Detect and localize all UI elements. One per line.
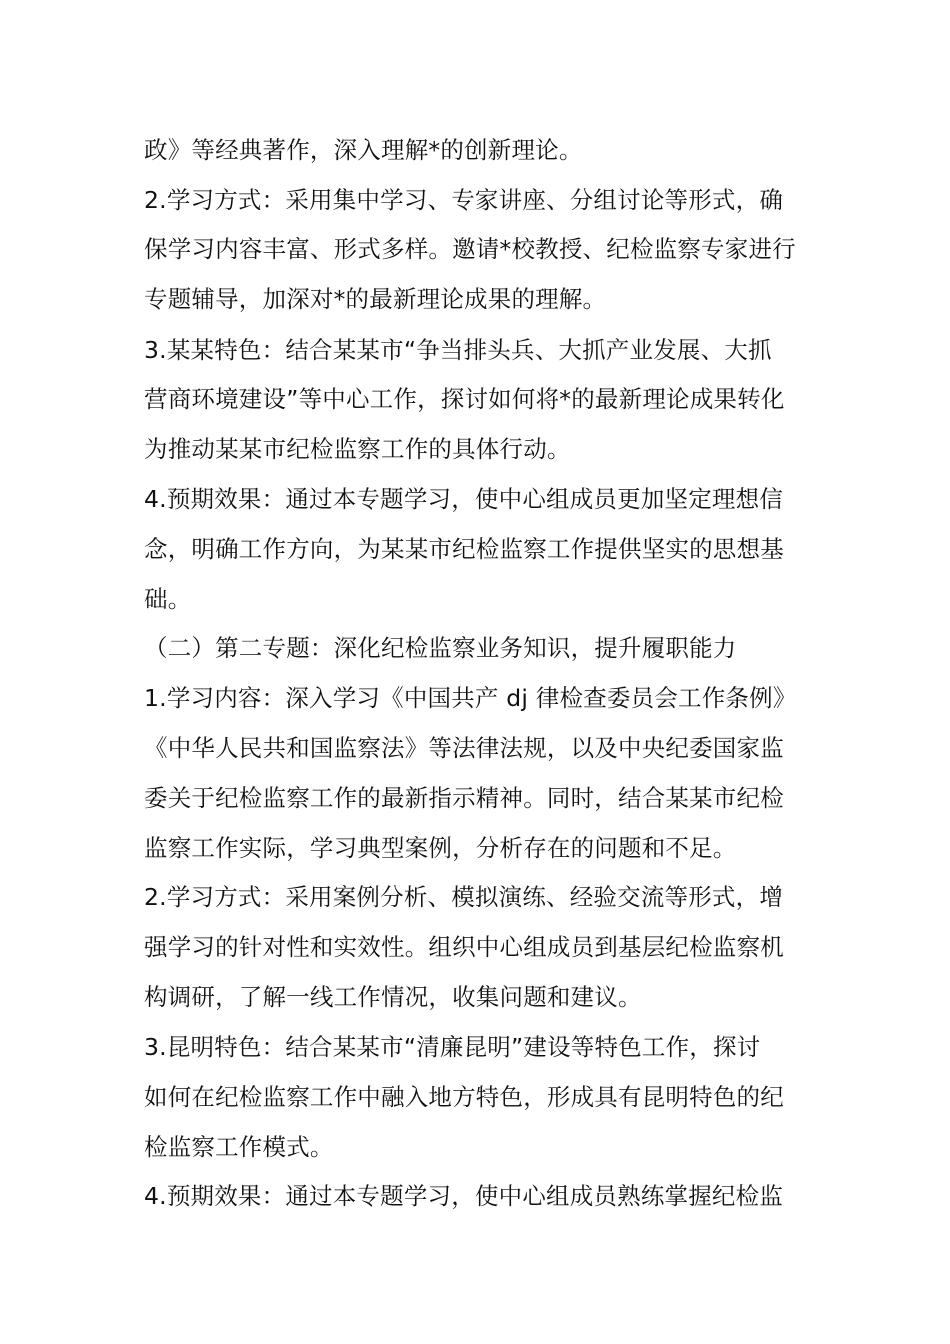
text-line: 念，明确工作方向，为某某市纪检监察工作提供坚实的思想基 (144, 535, 784, 563)
text-line: 3.某某特色：结合某某市“争当排头兵、大抓产业发展、大抓 (144, 336, 772, 364)
text-line: 4.预期效果：通过本专题学习，使中心组成员熟练掌握纪检监 (144, 1182, 784, 1210)
text-line: 构调研，了解一线工作情况，收集问题和建议。 (144, 983, 642, 1011)
text-line: 强学习的针对性和实效性。组织中心组成员到基层纪检监察机 (144, 933, 784, 961)
text-line: 《中华人民共和国监察法》等法律法规，以及中央纪委国家监 (144, 734, 784, 762)
text-line: 检监察工作模式。 (144, 1133, 334, 1161)
text-line: 为推动某某市纪检监察工作的具体行动。 (144, 435, 571, 463)
text-line: 1.学习内容：深入学习《中国共产 dj 律检查委员会工作条例》 (144, 684, 797, 712)
text-line: 4.预期效果：通过本专题学习，使中心组成员更加坚定理想信 (144, 485, 784, 513)
text-line: 政》等经典著作，深入理解*的创新理论。 (144, 136, 583, 164)
text-line: 委关于纪检监察工作的最新指示精神。同时，结合某某市纪检 (144, 784, 784, 812)
text-line: 保学习内容丰富、形式多样。邀请*校教授、纪检监察专家进行 (144, 235, 796, 263)
text-line: 础。 (144, 585, 192, 613)
text-line: 监察工作实际，学习典型案例，分析存在的问题和不足。 (144, 834, 737, 862)
text-line: 专题辅导，加深对*的最新理论成果的理解。 (144, 285, 607, 313)
text-line: 营商环境建设”等中心工作，探讨如何将*的最新理论成果转化 (144, 385, 785, 413)
section-heading: （二）第二专题：深化纪检监察业务知识，提升履职能力 (144, 634, 737, 662)
text-line: 2.学习方式：采用案例分析、模拟演练、经验交流等形式，增 (144, 883, 784, 911)
text-line: 3.昆明特色：结合某某市“清廉昆明”建设等特色工作，探讨 (144, 1033, 761, 1061)
text-line: 如何在纪检监察工作中融入地方特色，形成具有昆明特色的纪 (144, 1083, 784, 1111)
text-line: 2.学习方式：采用集中学习、专家讲座、分组讨论等形式，确 (144, 186, 784, 214)
